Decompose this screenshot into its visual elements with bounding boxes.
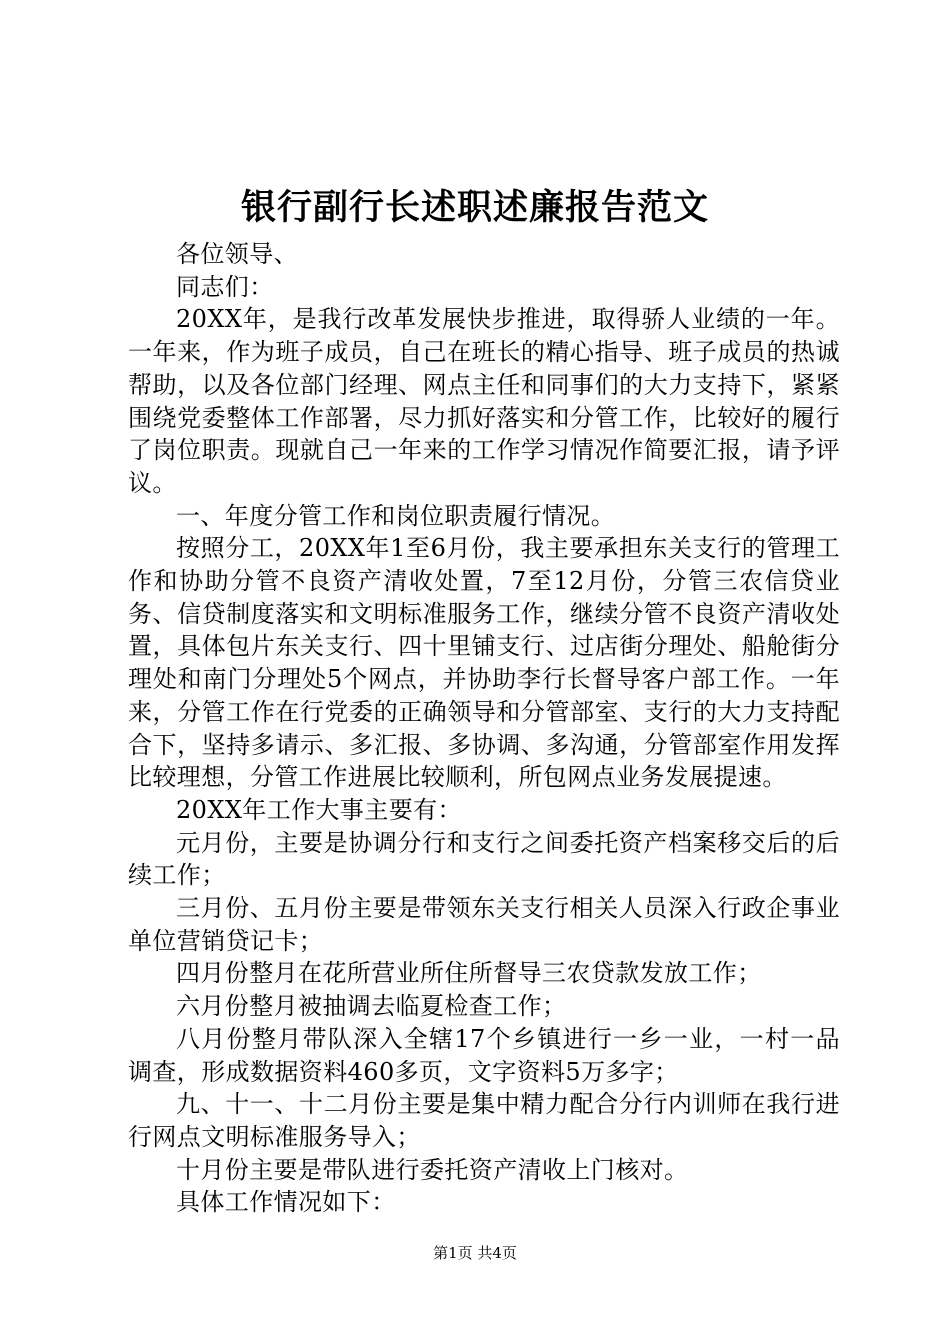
paragraph-duties: 按照分工，20XX年1至6月份，我主要承担东关支行的管理工作和协助分管不良资产清收处置，7至12月份，分管三农信贷业务、信贷制度落实和文明标准服务工作，继续分管不良资产清收处置，具体包片东关支行、四十里铺支行、过店街分理处、船舱街分理处和南门分理处5个网点，并协助李行长督导客户部工作。一年来，分管工作在行党委的正确领导和分管部室、支行的大力支持配合下，坚持多请示、多汇报、多协调、多沟通，分管部室作用发挥比较理想，分管工作进展比较顺利，所包网点业务发展提速。	[128, 534, 840, 792]
paragraph-events-heading: 20XX年工作大事主要有：	[176, 795, 462, 824]
paragraph-intro: 20XX年，是我行改革发展快步推进，取得骄人业绩的一年。一年来，作为班子成员，自己在班长的精心指导、班子成员的热诚帮助，以及各位部门经理、网点主任和同事们的大力支持下，紧紧围绕党委整体工作部署，尽力抓好落实和分管工作，比较好的履行了岗位职责。现就自己一年来的工作学习情况作简要汇报，请予评议。	[128, 305, 840, 497]
list-item-october: 十月份主要是带队进行委托资产清收上门核对。	[176, 1155, 689, 1184]
section-heading-1: 一、年度分管工作和岗位职责履行情况。	[176, 501, 616, 530]
document-body	[128, 238, 840, 1219]
paragraph-salutation-2: 同志们：	[176, 272, 274, 301]
paragraph-salutation-1: 各位领导、	[176, 240, 298, 268]
paragraph-details-heading: 具体工作情况如下：	[176, 1188, 396, 1217]
page-footer: 第1页 共4页	[433, 1244, 517, 1262]
list-item-august: 八月份整月带队深入全辖17个乡镇进行一乡一业，一村一品调查，形成数据资料460多页，文字资料5万多字；	[128, 1024, 840, 1086]
document-title: 银行副行长述职述廉报告范文	[240, 187, 709, 228]
list-item-march-may: 三月份、五月份主要是带领东关支行相关人员深入行政企事业单位营销贷记卡；	[128, 894, 840, 955]
list-item-sep-nov-dec: 九、十一、十二月份主要是集中精力配合分行内训师在我行进行网点文明标准服务导入；	[128, 1090, 840, 1151]
list-item-january: 元月份，主要是协调分行和支行之间委托资产档案移交后的后续工作；	[128, 828, 840, 890]
list-item-april: 四月份整月在花所营业所住所督导三农贷款发放工作；	[176, 959, 762, 988]
list-item-june: 六月份整月被抽调去临夏检查工作；	[176, 992, 567, 1021]
